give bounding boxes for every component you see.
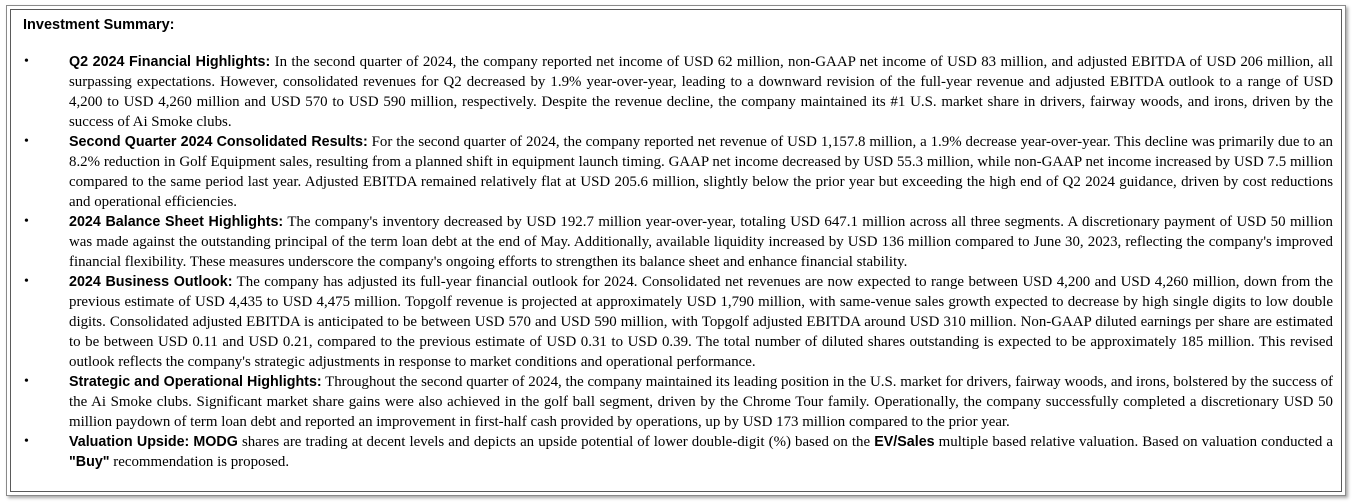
bullet-dot-icon: •: [24, 134, 29, 149]
bullet-text: In the second quarter of 2024, the company reported net income of USD 62 million, non-GAAP net income of USD 83 million, and adjusted EBITDA of USD 206 million, all surpassing expectations. However, consolidated revenues for Q2 decreased by 1.9% year-over-year, leading to a downward revision of the full-year revenue and adjusted EBITDA outlook to a range of USD 4,200 to USD 4,260 million and USD 570 to USD 590 million, respectively. Despite the revenue decline, the company maintained its #1 U.S. market share in drivers, fairway woods, and irons, driven by the success of Ai Smoke clubs.: [69, 54, 1333, 130]
summary-heading: Investment Summary:: [23, 17, 175, 33]
summary-inner-border: [10, 9, 1342, 492]
valuation-text-2: multiple based relative valuation. Based on valuation conducted a: [934, 434, 1334, 450]
bullet-title: Second Quarter 2024 Consolidated Results:: [69, 134, 368, 150]
bullet-title: 2024 Business Outlook:: [69, 274, 233, 290]
bullet-dot-icon: •: [24, 374, 29, 389]
highlights-list: [11, 52, 1341, 472]
bullet-business-outlook: [11, 272, 1341, 372]
bullet-balance-sheet-highlights: [11, 212, 1341, 272]
ticker-symbol: MODG: [193, 434, 238, 450]
bullet-valuation-upside: [11, 432, 1341, 472]
bullet-title: Q2 2024 Financial Highlights:: [69, 54, 271, 70]
bullet-strategic-operational-highlights: [11, 372, 1341, 432]
bullet-dot-icon: •: [24, 54, 29, 69]
recommendation-badge: "Buy": [69, 454, 110, 470]
bullet-dot-icon: •: [24, 214, 29, 229]
bullet-text: The company has adjusted its full-year financial outlook for 2024. Consolidated net revenues are now expected to range between USD 4,200 and USD 4,260 million, down from the previous estimate of USD 4,435 to USD 4,475 million. Topgolf revenue is projected at approximately USD 1,790 million, with same-venue sales growth expected to decrease by high single digits to low double digits. Consolidated adjusted EBITDA is anticipated to be between USD 570 and USD 590 million, with Topgolf adjusted EBITDA around USD 310 million. Non-GAAP diluted earnings per share are estimated to be between USD 0.11 and USD 0.21, compared to the previous estimate of USD 0.31 to USD 0.39. The total number of diluted shares outstanding is expected to be approximately 185 million. This revised outlook reflects the company's strategic adjustments in response to market conditions and operational performance.: [69, 274, 1333, 370]
valuation-text-3: recommendation is proposed.: [109, 454, 290, 470]
bullet-dot-icon: •: [24, 274, 29, 289]
valuation-metric: EV/Sales: [874, 434, 935, 450]
bullet-text: The company's inventory decreased by USD 192.7 million year-over-year, totaling USD 647.1 million across all three segments. A discretionary payment of USD 50 million was made against the outstanding principal of the term loan debt at the end of May. Additionally, available liquidity increased by USD 136 million compared to June 30, 2023, reflecting the company's improved financial flexibility. These measures underscore the company's ongoing efforts to strengthen its balance sheet and enhance financial stability.: [69, 214, 1333, 270]
bullet-q2-financial-highlights: [11, 52, 1341, 132]
bullet-title: 2024 Balance Sheet Highlights:: [69, 214, 284, 230]
valuation-title: Valuation Upside:: [69, 434, 190, 450]
valuation-text-1: shares are trading at decent levels and depicts an upside potential of lower double-digit (%) based on the: [237, 434, 875, 450]
bullet-text: For the second quarter of 2024, the company reported net revenue of USD 1,157.8 million, a 1.9% decrease year-over-year. This decline was primarily due to an 8.2% reduction in Golf Equipment sales, resulting from a planned shift in equipment launch timing. GAAP net income decreased by USD 55.3 million, while non-GAAP net income increased by USD 7.5 million compared to the same period last year. Adjusted EBITDA remained relatively flat at USD 205.6 million, slightly below the prior year but exceeding the high end of Q2 2024 guidance, driven by cost reductions and operational efficiencies.: [69, 134, 1333, 210]
investment-summary-box: [6, 5, 1346, 496]
bullet-dot-icon: •: [24, 434, 29, 449]
bullet-text: Throughout the second quarter of 2024, the company maintained its leading position in the U.S. market for drivers, fairway woods, and irons, bolstered by the success of the Ai Smoke clubs. Significant market share gains were also achieved in the golf ball segment, driven by the Chrome Tour family. Operationally, the company successfully completed a discretionary USD 50 million paydown of term loan debt and reported an improvement in first-half cash provided by operations, up by USD 173 million compared to the prior year.: [69, 374, 1333, 430]
bullet-title: Strategic and Operational Highlights:: [69, 374, 322, 390]
bullet-q2-consolidated-results: [11, 132, 1341, 212]
